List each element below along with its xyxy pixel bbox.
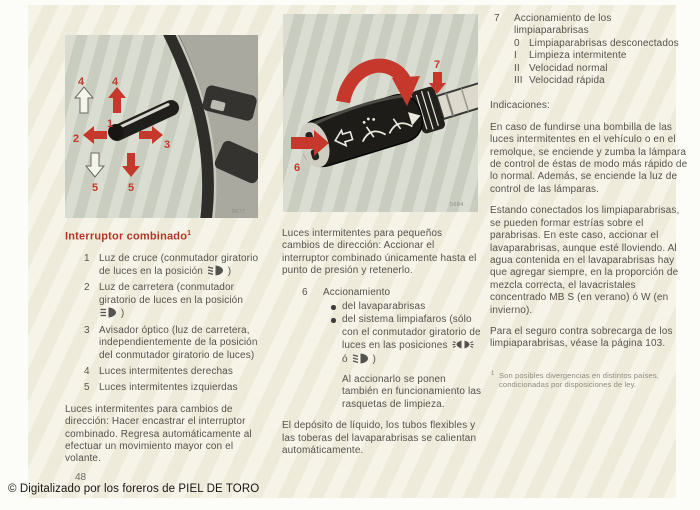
- right-column: [490, 13, 689, 390]
- wiper-position-row: [514, 75, 689, 87]
- indicaciones-label: Indicaciones:: [490, 100, 550, 112]
- low-beam-icon: [207, 265, 224, 276]
- item-text: Avisador óptico (luz de carretera, independientemente de la posición del conmutador giratorio de luces): [99, 324, 258, 361]
- paragraph-washer-fluid: Estando conectados los limpiaparabrisas, se pueden formar estrías sobre el parabrisas. En este caso, accionar el lavaparabrisas, aunque esté lloviendo. Al agua contenida en el lavaparabrisas hay que agregar siempre, en la proporción de mezcla correcta, el lavacristales concentrado MB S (en verano) ó W (en invierno).: [490, 205, 680, 316]
- footnote-marker: 1: [491, 370, 495, 377]
- item-label: Accionamiento: [323, 286, 391, 298]
- paragraph-bulb-failure: En caso de fundirse una bombilla de las luces intermitentes en el vehículo o en el remolque, se enciende y zumba la lámpara de control de éstas de modo más rápido de lo normal. Además, se enciende la luz de control de las lámparas.: [490, 121, 688, 195]
- callout-7: 7: [434, 59, 441, 71]
- list-item: [65, 325, 263, 362]
- list-item: [65, 382, 263, 394]
- paragraph-turn-signals: Luces intermitentes para cambios de dirección: Hacer encastrar el interruptor combinado. Regresa automáticamente al efectuar un movimiento mayor con el volante.: [65, 403, 252, 465]
- position-text: Velocidad normal: [529, 62, 608, 74]
- bullet-text: del lavaparabrisas: [342, 301, 426, 313]
- section-heading-text: Interruptor combinado: [65, 230, 188, 243]
- callout-5: 5: [92, 182, 99, 194]
- paragraph-small-turns: Luces intermitentes para pequeños cambios de dirección: Accionar el interruptor combinado únicamente hasta el punto de presión y retenerlo.: [282, 228, 477, 277]
- middle-column: [282, 228, 483, 458]
- position-text: Limpiaparabrisas desconectados: [529, 37, 679, 49]
- bullet-icon: [331, 318, 336, 323]
- paragraph-overload-protection: Para el seguro contra sobrecarga de los limpiaparabrisas, véase la página 103.: [490, 325, 673, 350]
- page-number: 48: [75, 472, 87, 483]
- bullet-icon: [331, 305, 336, 310]
- item-text: Luces intermitentes derechas: [99, 365, 233, 377]
- item-note: Al accionarlo se ponen también en funcionamiento las rasquetas de limpieza.: [342, 374, 482, 410]
- callout-4: 4: [78, 76, 85, 88]
- item-text: Luces intermitentes izquierdas: [99, 382, 238, 394]
- watermark-text: © Digitalizado por los foreros de PIEL DE TORO: [8, 483, 260, 495]
- wiper-stalk-illustration: [283, 14, 478, 212]
- figure-code: 5684: [450, 202, 464, 208]
- parking-lights-icon: [452, 339, 474, 350]
- position-text: Velocidad rápida: [529, 75, 605, 87]
- callout-4b: 4: [112, 76, 119, 88]
- item-number: 5: [84, 382, 90, 394]
- figure-steering-wheel: [65, 35, 258, 218]
- item-text: Luz de carretera (conmutador giratorio de luces en la posición: [99, 282, 244, 306]
- callout-6: 6: [294, 162, 301, 174]
- steering-wheel-illustration: [65, 35, 258, 218]
- item-number: 2: [84, 282, 90, 294]
- wiper-position-row: [514, 50, 689, 62]
- low-beam-icon: [352, 353, 369, 364]
- position-key: 0: [514, 37, 520, 49]
- left-column: [65, 227, 263, 466]
- high-beam-icon: [100, 307, 117, 318]
- item-label: Accionamiento de los limpiaparabrisas: [514, 13, 612, 37]
- figure-code: 9677: [232, 209, 246, 215]
- position-key: I: [514, 50, 517, 62]
- heading-footnote-marker: 1: [187, 230, 192, 237]
- item-number: 4: [84, 365, 90, 377]
- list-item: [65, 253, 263, 279]
- position-text: Limpieza intermitente: [529, 50, 627, 62]
- item-number: 1: [84, 252, 90, 264]
- list-item-6: [282, 287, 483, 412]
- footnote-text: Son posibles divergencias en distintos países, condicionadas por disposiciones de ley.: [499, 370, 659, 390]
- item-number: 3: [84, 324, 90, 336]
- bullet-text-after: ): [372, 353, 376, 365]
- bullet-list: [330, 301, 483, 366]
- item-number: 7: [494, 13, 500, 24]
- item-number: 6: [302, 286, 308, 298]
- bullet-item: [330, 301, 483, 313]
- callout-1: 1: [107, 118, 114, 130]
- item-text-after: ): [227, 266, 232, 278]
- callout-2: 2: [73, 133, 80, 145]
- item-text-after: ): [120, 308, 125, 320]
- callout-5b: 5: [128, 182, 135, 194]
- paragraph-heated-washer: El depósito de líquido, los tubos flexibles y las toberas del lavaparabrisas se calientan automáticamente.: [282, 420, 477, 457]
- wiper-position-row: [514, 63, 689, 75]
- callout-3: 3: [164, 139, 171, 151]
- position-key: II: [514, 62, 520, 74]
- figure-wiper-stalk: [283, 14, 478, 212]
- wiper-position-row: [514, 38, 689, 50]
- section-heading: [65, 227, 263, 244]
- bullet-text: del sistema limpiafaros (sólo con el conmutador giratorio de luces en las posiciones: [342, 314, 481, 352]
- position-key: III: [514, 75, 523, 87]
- list-item-7: [490, 13, 689, 87]
- footnote: [490, 371, 689, 390]
- bullet-text-mid: ó: [342, 353, 348, 365]
- list-item: [65, 282, 263, 320]
- item-text: Luz de cruce (conmutador giratorio de luces en la posición: [99, 252, 259, 278]
- list-item: [65, 366, 263, 378]
- bullet-item: [330, 314, 483, 366]
